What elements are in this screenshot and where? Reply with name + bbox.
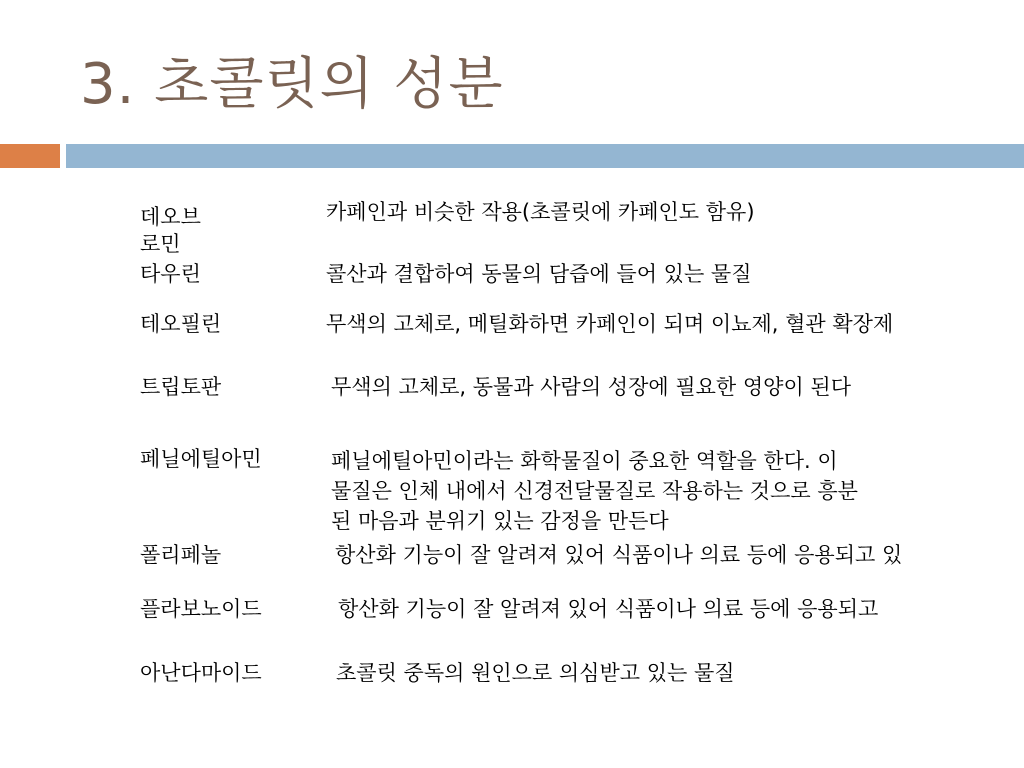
term-tryptophan: 트립토판	[140, 375, 222, 399]
desc-polyphenol: 항산화 기능이 잘 알려져 있어 식품이나 의료 등에 응용되고 있	[335, 543, 903, 567]
term-flavonoid: 플라보노이드	[140, 597, 262, 621]
term-taurine: 타우린	[140, 262, 201, 286]
slide-title: 3. 초콜릿의 성분	[80, 52, 504, 117]
term-theobromine: 데오브로민	[140, 205, 201, 256]
desc-flavonoid: 항산화 기능이 잘 알려져 있어 식품이나 의료 등에 응용되고	[338, 597, 879, 621]
accent-bar-blue	[66, 144, 1024, 168]
term-anandamide: 아난다마이드	[140, 661, 262, 685]
term-phenylethylamine: 페닐에틸아민	[140, 447, 262, 471]
desc-taurine: 콜산과 결합하여 동물의 담즙에 들어 있는 물질	[326, 262, 752, 286]
term-theophylline: 테오필린	[140, 312, 222, 336]
term-polyphenol: 폴리페놀	[140, 543, 222, 567]
desc-tryptophan: 무색의 고체로, 동물과 사람의 성장에 필요한 영양이 된다	[331, 375, 851, 399]
desc-theophylline: 무색의 고체로, 메틸화하면 카페인이 되며 이뇨제, 혈관 확장제	[326, 312, 894, 336]
accent-bar-orange	[0, 144, 60, 168]
desc-theobromine: 카페인과 비슷한 작용(초콜릿에 카페인도 함유)	[326, 200, 755, 224]
desc-phenylethylamine: 페닐에틸아민이라는 화학물질이 중요한 역할을 한다. 이 물질은 인체 내에서 신경전달물질로 작용하는 것으로 흥분 된 마음과 분위기 있는 감정을 만든다	[331, 449, 858, 533]
desc-anandamide: 초콜릿 중독의 원인으로 의심받고 있는 물질	[336, 661, 735, 685]
